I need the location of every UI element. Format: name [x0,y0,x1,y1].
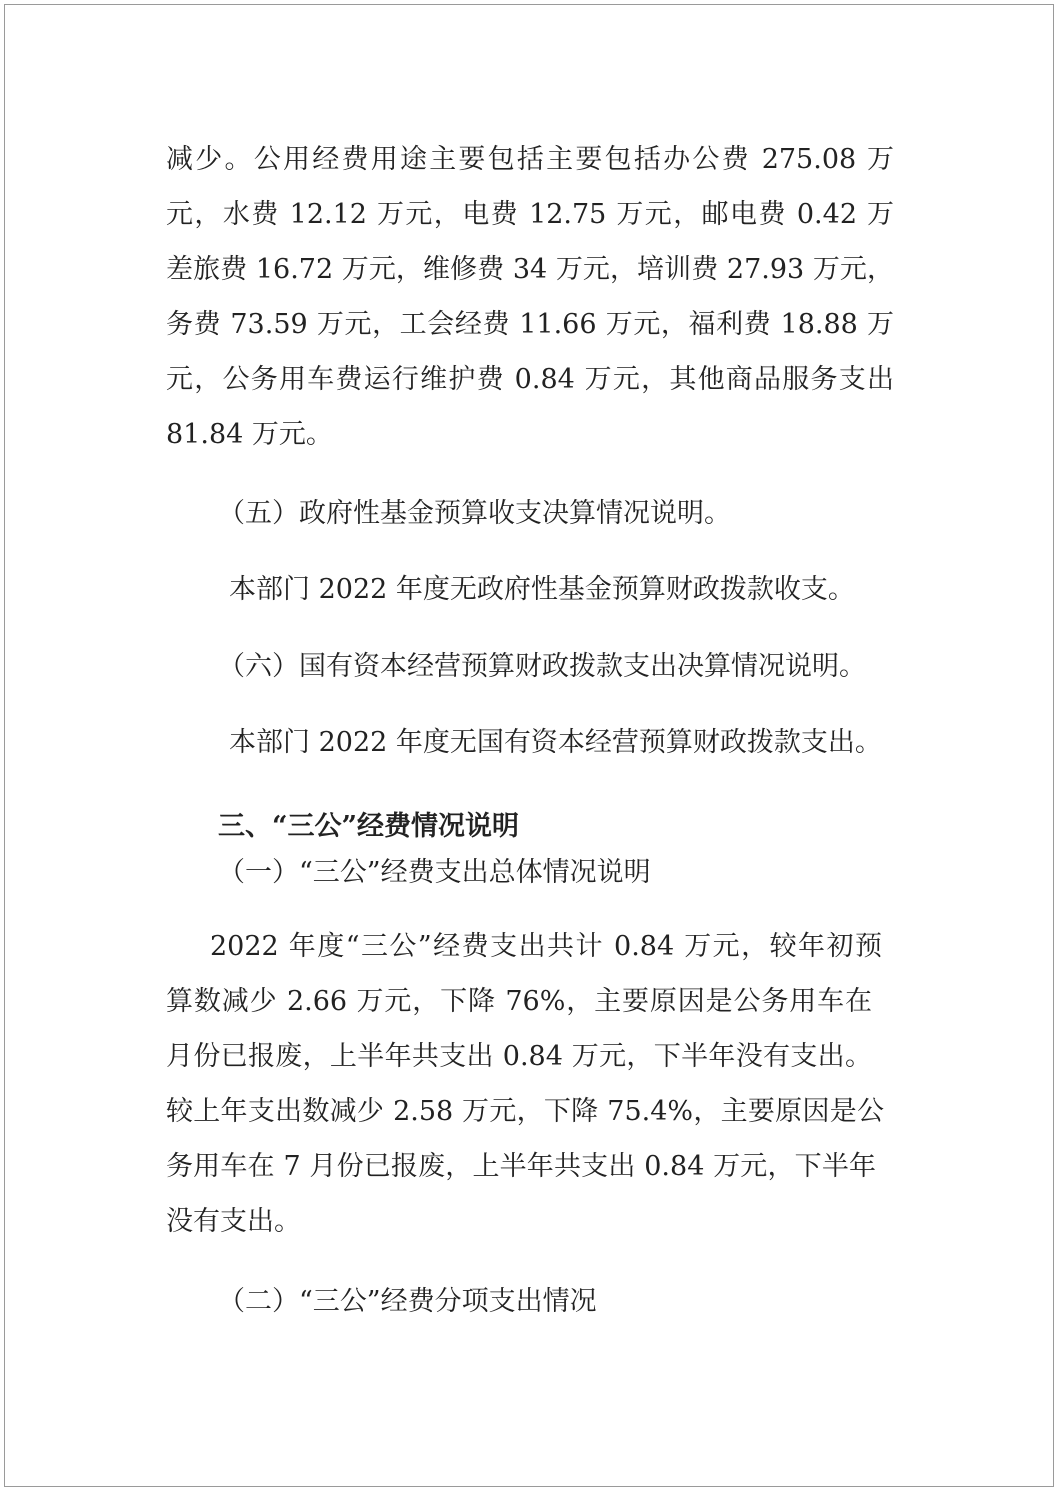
subsection-1-heading: （一）“三公”经费支出总体情况说明 [218,857,651,888]
paragraph-line: 务费 73.59 万元，工会经费 11.66 万元，福利费 18.88 万 [166,309,894,340]
paragraph-line: 减少。公用经费用途主要包括主要包括办公费 275.08 万 [166,144,894,175]
paragraph-line: 差旅费 16.72 万元，维修费 34 万元，培训费 27.93 万元， [166,254,894,285]
paragraph-line: 务用车在 7 月份已报废，上半年共支出 0.84 万元，下半年 [166,1151,876,1182]
paragraph-line: 算数减少 2.66 万元，下降 76%，主要原因是公务用车在 [166,986,872,1017]
paragraph-line: 月份已报废，上半年共支出 0.84 万元，下半年没有支出。 [166,1041,872,1072]
paragraph-line: 较上年支出数减少 2.58 万元，下降 75.4%，主要原因是公 [166,1096,884,1127]
paragraph-line: 元，水费 12.12 万元，电费 12.75 万元，邮电费 0.42 万 [166,199,894,230]
section-5-heading: （五）政府性基金预算收支决算情况说明。 [218,498,731,529]
section-6-heading: （六）国有资本经营预算财政拨款支出决算情况说明。 [218,651,866,682]
section-5-body: 本部门 2022 年度无政府性基金预算财政拨款收支。 [229,574,855,605]
subsection-2-heading: （二）“三公”经费分项支出情况 [218,1286,597,1317]
paragraph-line: 2022 年度“三公”经费支出共计 0.84 万元，较年初预 [210,931,882,962]
paragraph-line: 81.84 万元。 [166,419,333,450]
paragraph-line: 没有支出。 [166,1206,301,1237]
paragraph-line: 元，公务用车费运行维护费 0.84 万元，其他商品服务支出 [166,364,894,395]
part-3-heading: 三、“三公”经费情况说明 [218,811,520,842]
section-6-body: 本部门 2022 年度无国有资本经营预算财政拨款支出。 [229,727,882,758]
